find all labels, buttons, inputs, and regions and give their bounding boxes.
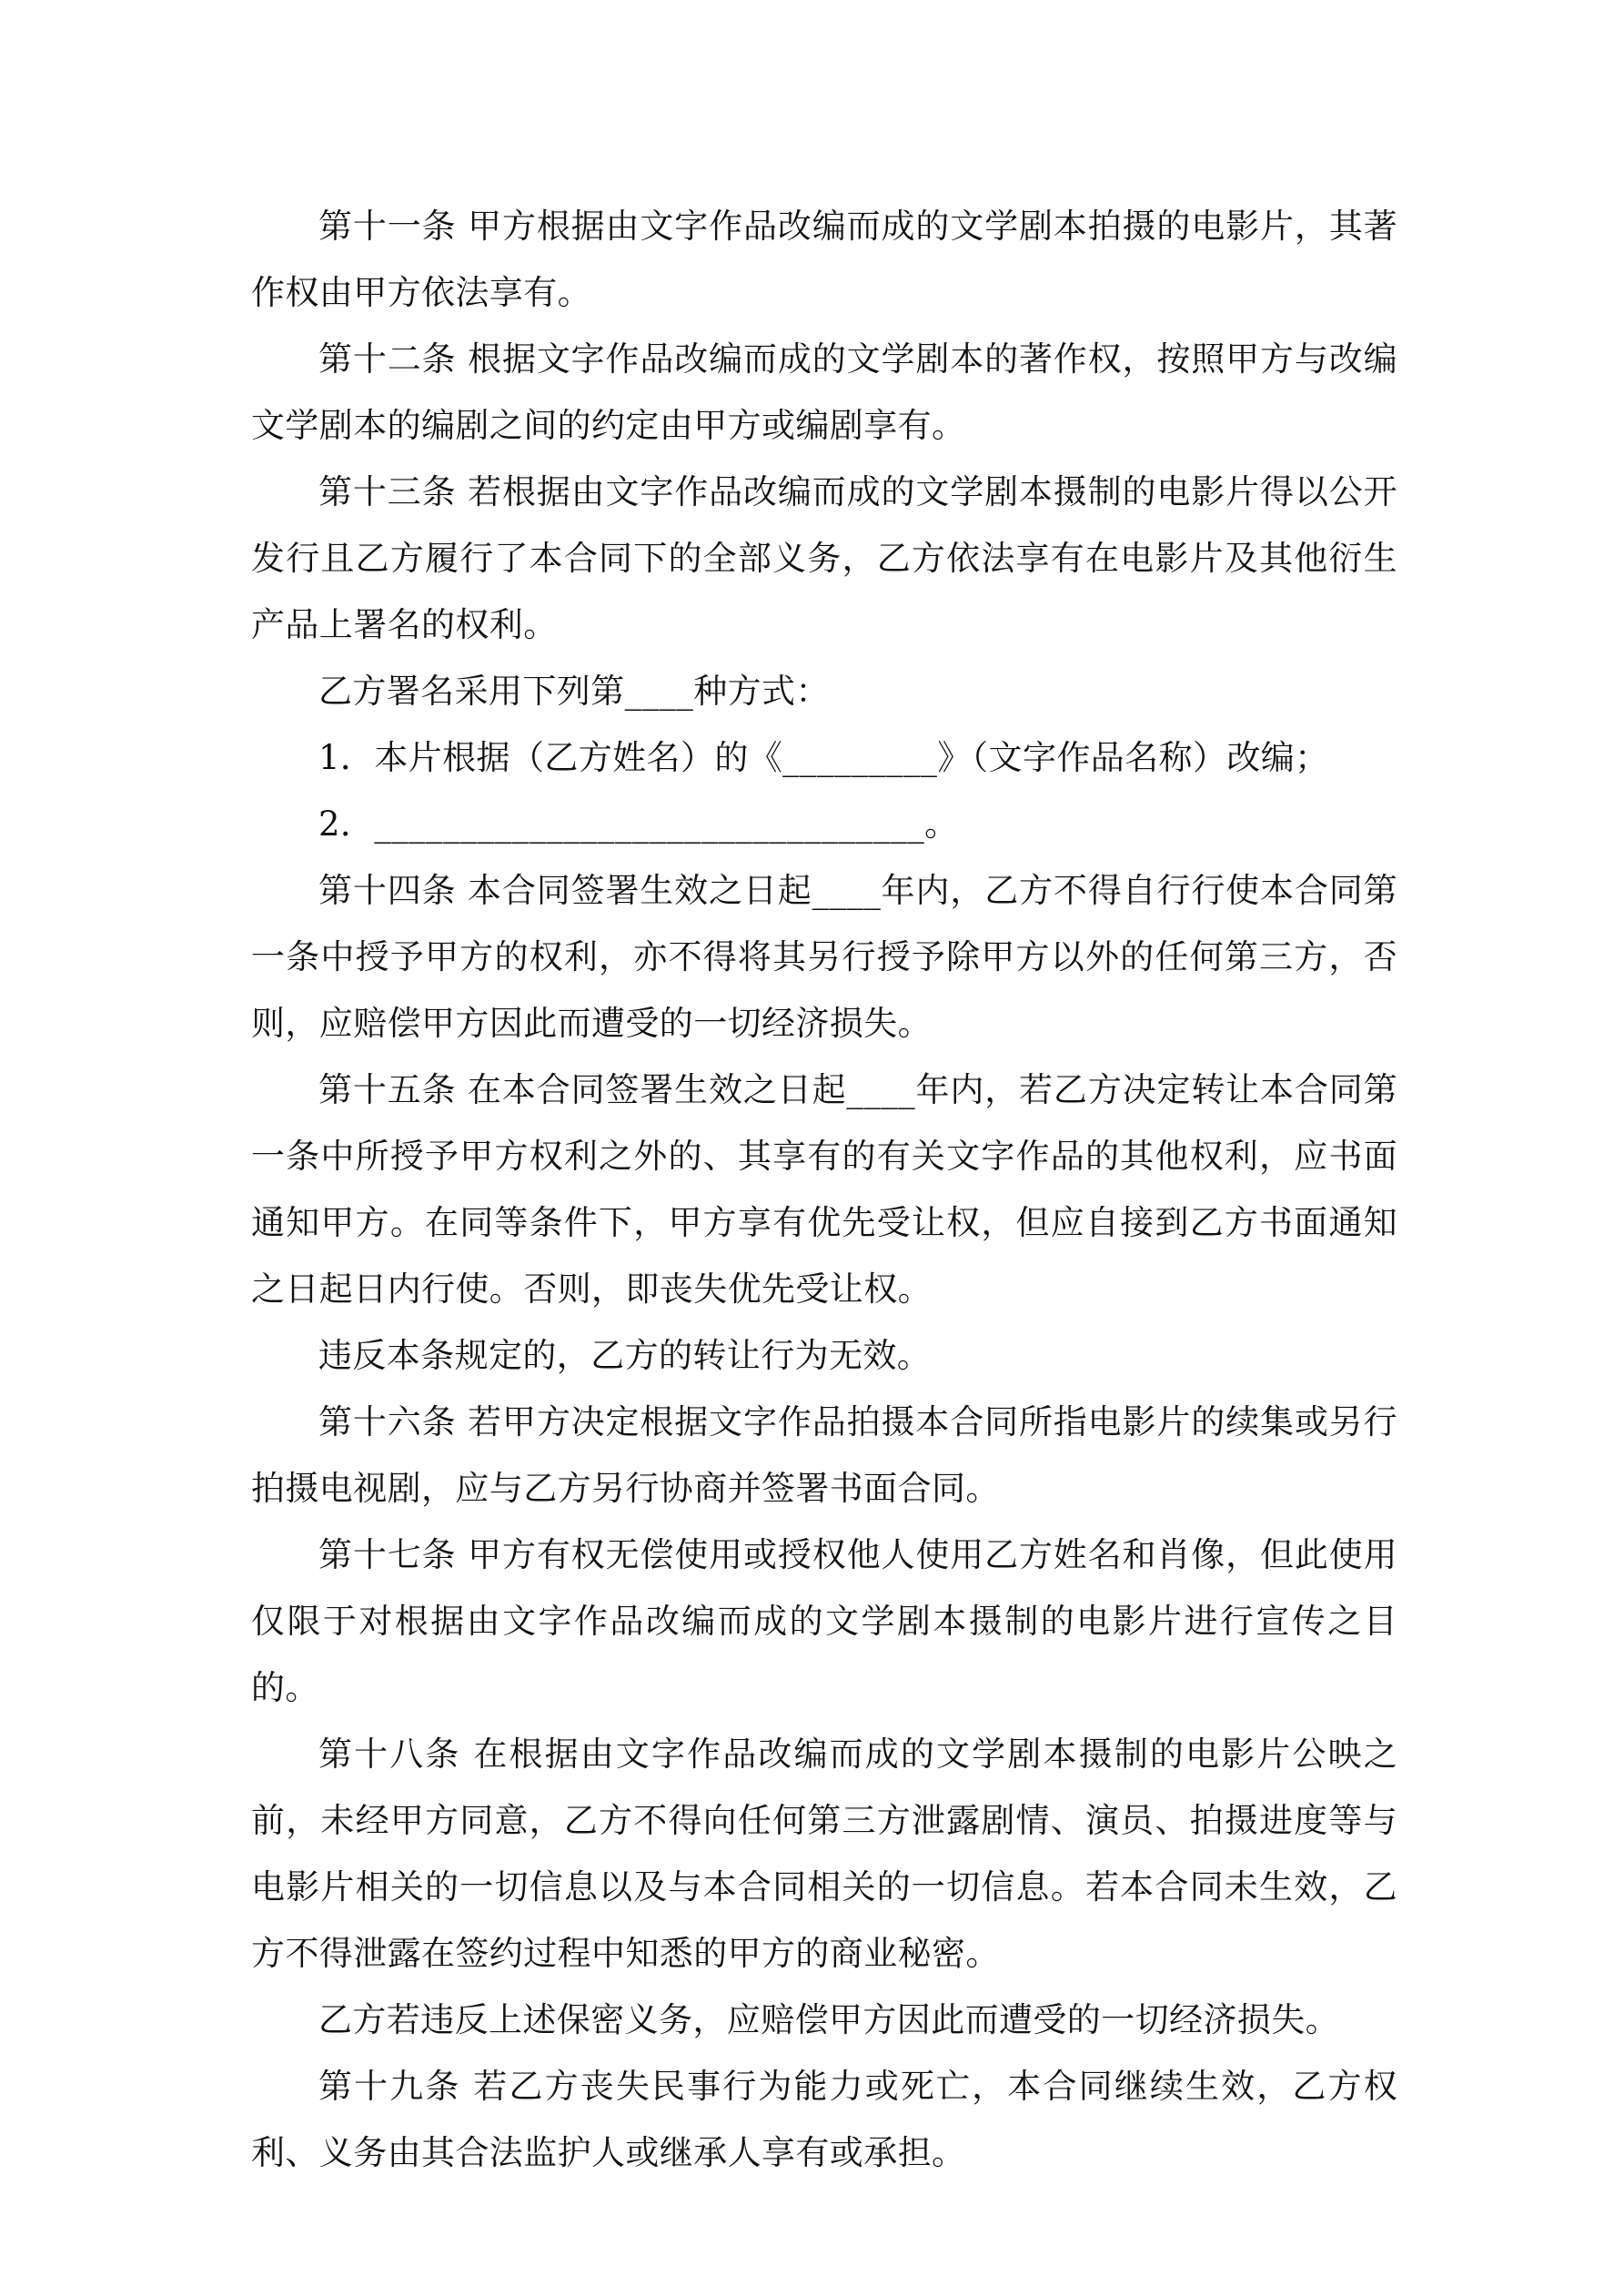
article-18: 第十八条 在根据由文字作品改编而成的文学剧本摄制的电影片公映之前，未经甲方同意，乙方不得向任何第三方泄露剧情、演员、拍摄进度等与电影片相关的一切信息以及与本合同相关的一切信息。若本合同未生效，乙方不得泄露在签约过程中知悉的甲方的商业秘密。 xyxy=(251,1735,1397,1973)
article-18-confidentiality-breach: 乙方若违反上述保密义务，应赔偿甲方因此而遭受的一切经济损失。 xyxy=(318,2000,1339,2039)
article-11: 第十一条 甲方根据由文字作品改编而成的文学剧本拍摄的电影片，其著作权由甲方依法享有。 xyxy=(251,207,1397,312)
article-12: 第十二条 根据文字作品改编而成的文学剧本的著作权，按照甲方与改编文学剧本的编剧之间的约定由甲方或编剧享有。 xyxy=(251,339,1397,445)
document-body xyxy=(251,193,1397,2186)
signature-method-option-2: 2．________________________________。 xyxy=(318,804,959,844)
article-15: 第十五条 在本合同签署生效之日起____年内，若乙方决定转让本合同第一条中所授予甲方权利之外的、其享有的有关文字作品的其他权利，应书面通知甲方。在同等条件下，甲方享有优先受让权，但应自接到乙方书面通知之日起日内行使。否则，即丧失优先受让权。 xyxy=(251,1070,1397,1309)
article-14: 第十四条 本合同签署生效之日起____年内，乙方不得自行行使本合同第一条中授予甲方的权利，亦不得将其另行授予除甲方以外的任何第三方，否则，应赔偿甲方因此而遭受的一切经济损失。 xyxy=(251,871,1397,1043)
article-17: 第十七条 甲方有权无偿使用或授权他人使用乙方姓名和肖像，但此使用仅限于对根据由文字作品改编而成的文学剧本摄制的电影片进行宣传之目的。 xyxy=(251,1535,1397,1707)
article-13: 第十三条 若根据由文字作品改编而成的文学剧本摄制的电影片得以公开发行且乙方履行了本合同下的全部义务，乙方依法享有在电影片及其他衍生产品上署名的权利。 xyxy=(251,472,1397,644)
article-15-violation: 违反本条规定的，乙方的转让行为无效。 xyxy=(318,1336,932,1375)
signature-method-intro: 乙方署名采用下列第____种方式： xyxy=(318,672,830,711)
article-19: 第十九条 若乙方丧失民事行为能力或死亡，本合同继续生效，乙方权利、义务由其合法监护人或继承人享有或承担。 xyxy=(251,2067,1397,2172)
signature-method-option-1: 1．本片根据（乙方姓名）的《_________》（文字作品名称）改编； xyxy=(318,738,1329,777)
article-16: 第十六条 若甲方决定根据文字作品拍摄本合同所指电影片的续集或另行拍摄电视剧，应与乙方另行协商并签署书面合同。 xyxy=(251,1402,1397,1508)
